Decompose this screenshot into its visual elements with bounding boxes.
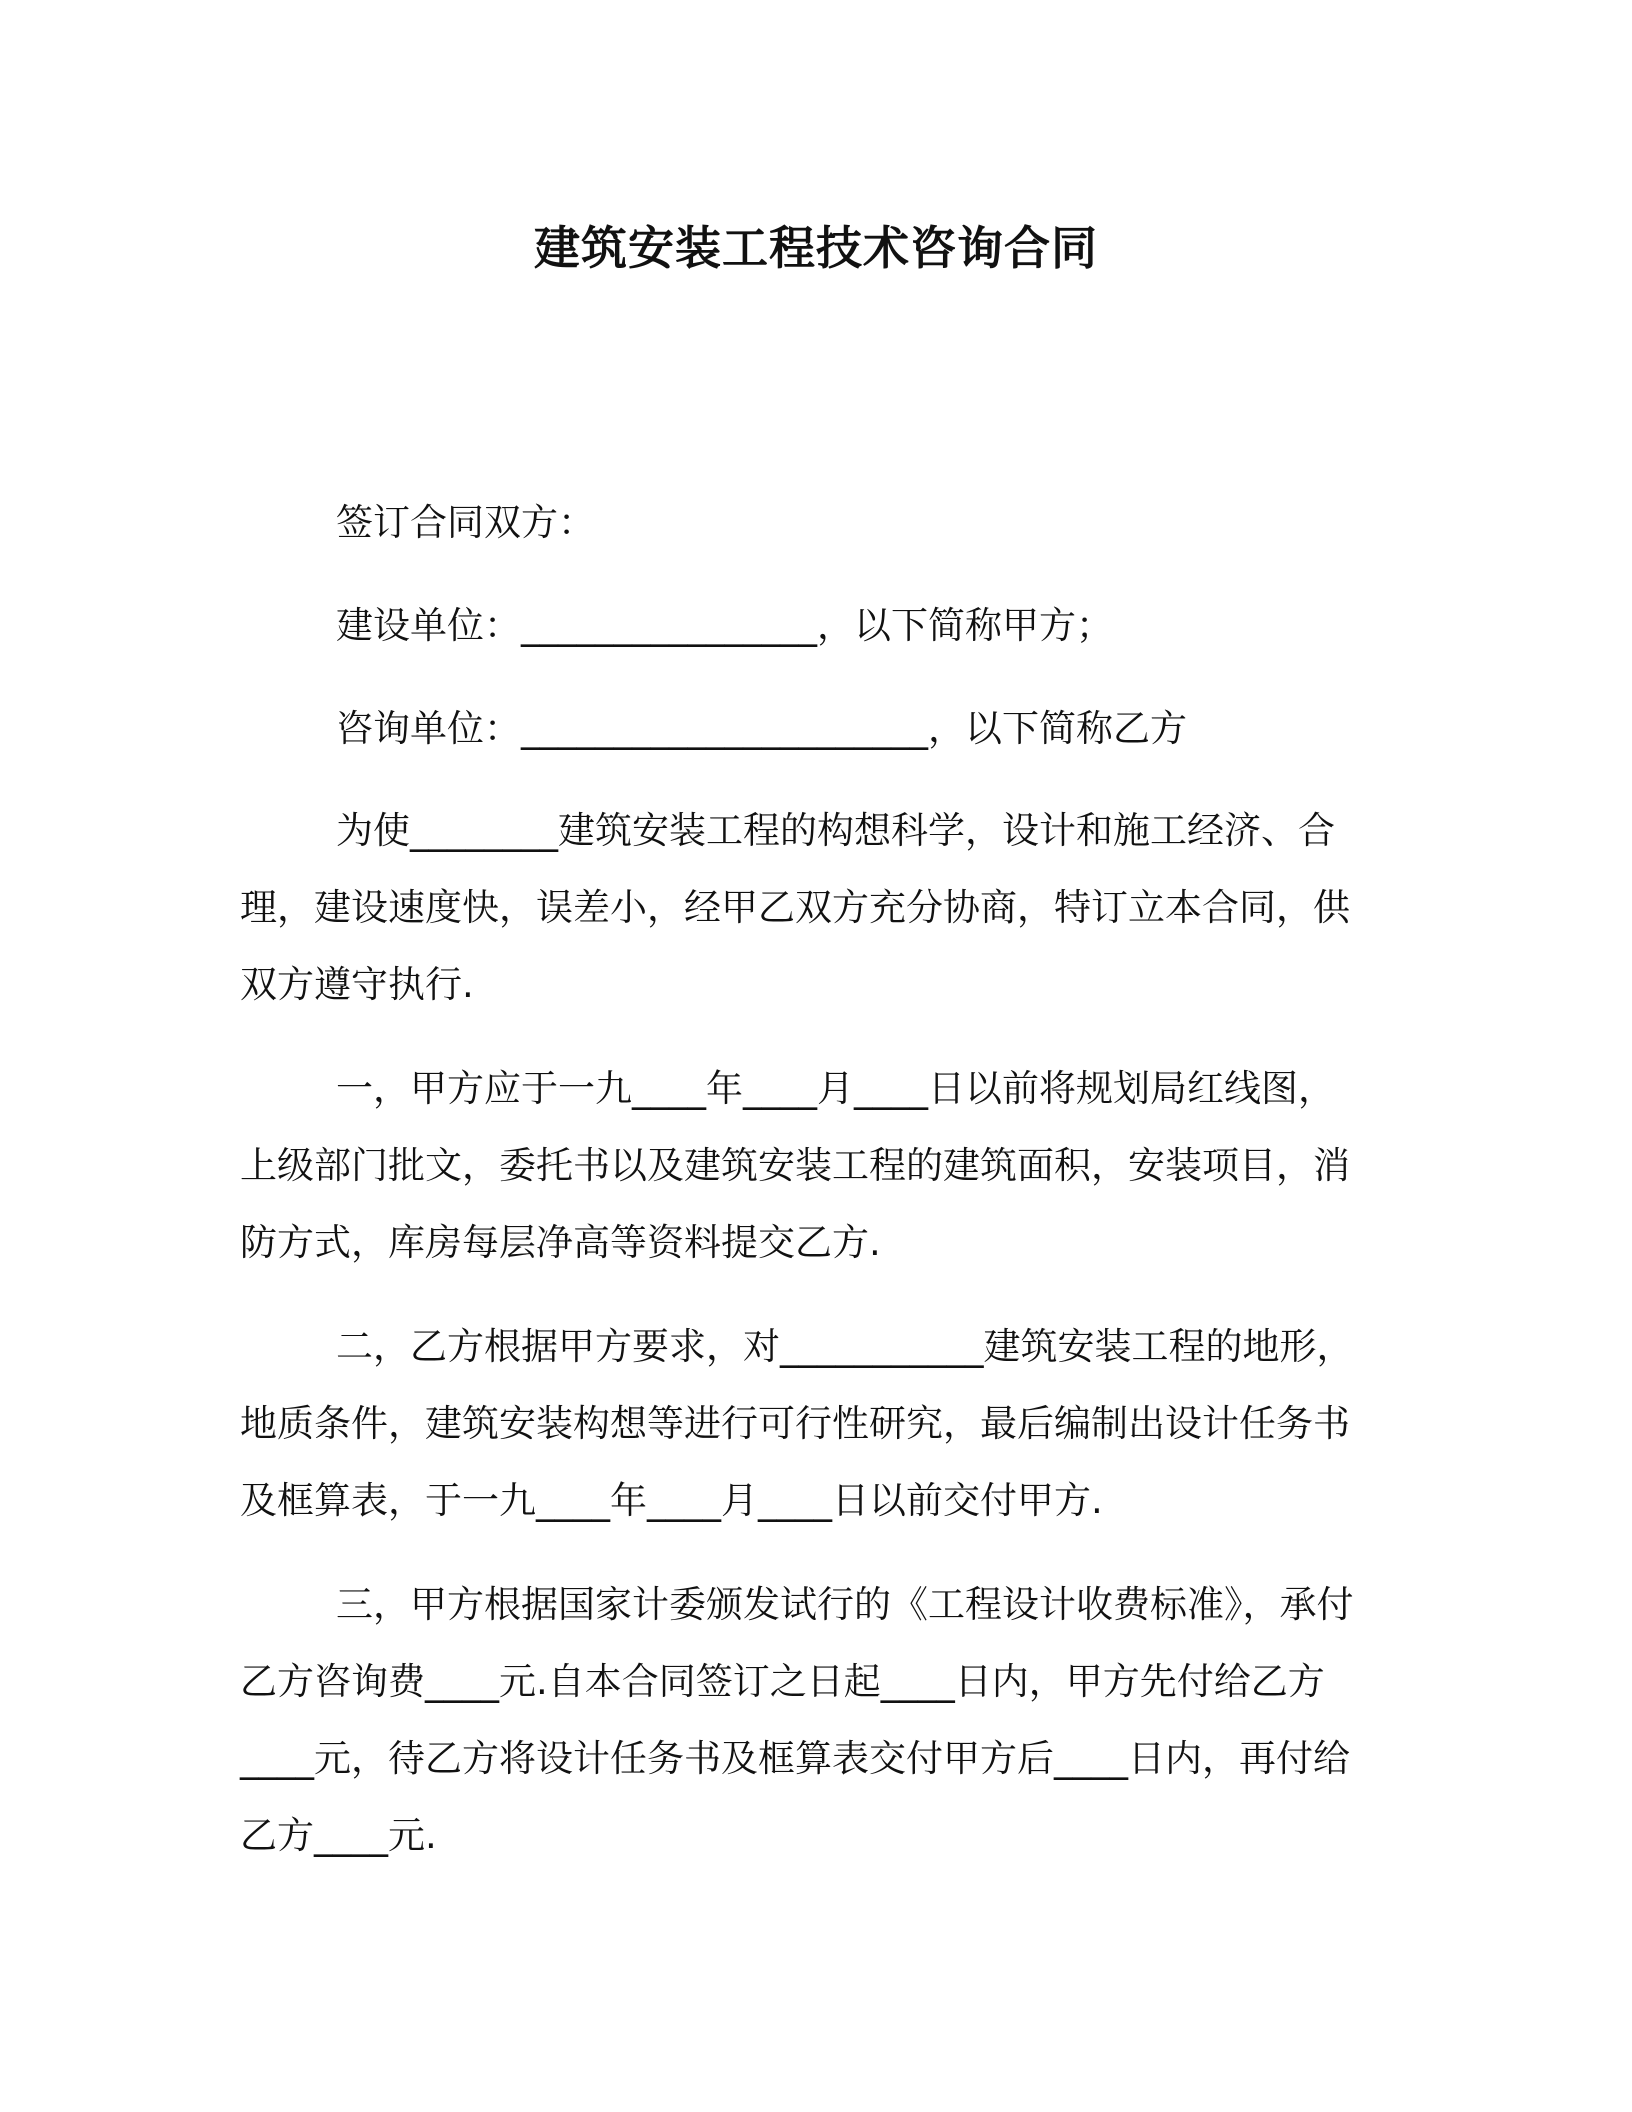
intro-paragraph [240,792,1372,1023]
clause-3-line-4: 乙方____元. [240,1814,437,1857]
clause-2-line-1: 二，乙方根据甲方要求，对___________建筑安装工程的地形， [336,1325,1354,1368]
intro-line-1: 为使________建筑安装工程的构想科学，设计和施工经济、合 [336,809,1335,852]
intro-line-3: 双方遵守执行. [240,963,474,1006]
clause-3-line-2: 乙方咨询费____元.自本合同签订之日起____日内，甲方先付给乙方 [240,1660,1325,1703]
parties-heading [240,484,1372,561]
clause-3-paragraph [240,1566,1372,1874]
clause-2-line-3: 及框算表，于一九____年____月____日以前交付甲方. [240,1479,1103,1522]
clause-3-line-3: ____元，待乙方将设计任务书及框算表交付甲方后____日内，再付给 [240,1737,1350,1780]
intro-line-2: 理，建设速度快，误差小，经甲乙双方充分协商，特订立本合同，供 [240,886,1350,929]
clause-1-line-3: 防方式，库房每层净高等资料提交乙方. [240,1221,881,1264]
clause-1-line-1: 一，甲方应于一九____年____月____日以前将规划局红线图， [336,1067,1335,1110]
clause-1-line-2: 上级部门批文，委托书以及建筑安装工程的建筑面积，安装项目，消 [240,1144,1350,1187]
builder-unit-line [240,587,1372,664]
clause-3-line-1: 三，甲方根据国家计委颁发试行的《工程设计收费标准》，承付 [336,1583,1354,1626]
builder-unit-text: 建设单位：________________，以下简称甲方； [336,604,1113,647]
consultant-unit-text: 咨询单位：______________________，以下简称乙方 [336,707,1187,750]
parties-heading-text: 签订合同双方： [336,501,595,544]
document-title: 建筑安装工程技术咨询合同 [534,221,1098,275]
consultant-unit-line [240,690,1372,767]
clause-2-line-2: 地质条件，建筑安装构想等进行可行性研究，最后编制出设计任务书 [240,1402,1350,1445]
clause-2-paragraph [240,1308,1372,1539]
clause-1-paragraph [240,1050,1372,1281]
